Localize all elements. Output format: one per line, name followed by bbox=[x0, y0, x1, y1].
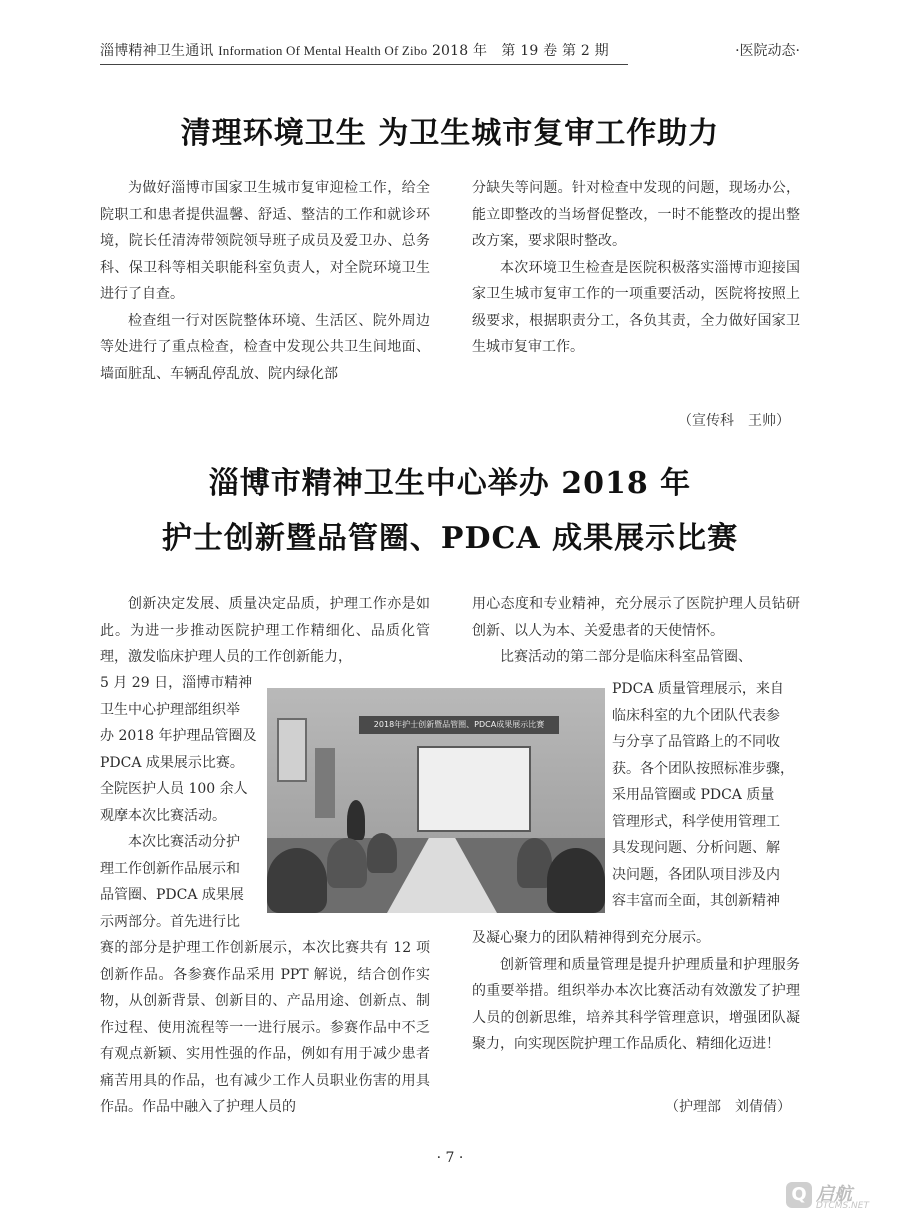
photo-door bbox=[315, 748, 335, 818]
text-line: PDCA 质量管理展示，来自 bbox=[612, 681, 784, 697]
article2-left-bottom bbox=[100, 935, 430, 1121]
article2-left-narrow bbox=[100, 670, 265, 935]
text-line: 本次比赛活动分护 bbox=[100, 834, 240, 850]
section-label: ·医院动态· bbox=[735, 43, 800, 59]
presenter-figure bbox=[347, 800, 365, 840]
article2-right-bottom bbox=[472, 925, 800, 1058]
text-line: 与分享了品管路上的不同收 bbox=[612, 734, 780, 750]
article1-signature: （宣传科 王帅） bbox=[678, 413, 790, 429]
audience-figure bbox=[327, 838, 367, 888]
article2-title-line2: 护士创新暨品管圈、PDCA 成果展示比赛 bbox=[161, 521, 739, 556]
article1-paragraph: 为做好淄博市国家卫生城市复审迎检工作，给全院职工和患者提供温馨、舒适、整洁的工作和就诊环境，院长任清涛带领院领导班子成员及爱卫办、总务科、保卫科等相关职能科室负责人，对全院环境卫生进行了自查。 bbox=[100, 180, 430, 302]
article2-paragraph: 用心态度和专业精神，充分展示了医院护理人员钻研创新、以人为本、关爱患者的天使情怀。 bbox=[472, 596, 800, 639]
article2-paragraph: 创新管理和质量管理是提升护理质量和护理服务的重要举措。组织举办本次比赛活动有效激发了护理人员的创新思维，培养其科学管理意识，增强团队凝聚力，向实现医院护理工作品质化、精细化迈进！ bbox=[472, 956, 800, 1052]
article1-left-column bbox=[100, 175, 430, 387]
text-line: 品管圈、PDCA 成果展 bbox=[100, 887, 244, 903]
text-line: 临床科室的九个团队代表参 bbox=[612, 707, 780, 724]
audience-figure bbox=[367, 833, 397, 873]
text-line: 采用品管圈或 PDCA 质量 bbox=[612, 787, 775, 803]
article2-right-top bbox=[472, 591, 800, 671]
article1-paragraph: 分缺失等问题。针对检查中发现的问题，现场办公，能立即整改的当场督促整改，一时不能整改的提出整改方案，要求限时整改。 bbox=[472, 180, 800, 249]
article1-title: 清理环境卫生 为卫生城市复审工作助力 bbox=[180, 116, 720, 151]
text-line: 卫生中心护理部组织举 bbox=[100, 701, 240, 718]
text-line: PDCA 成果展示比赛。 bbox=[100, 754, 244, 771]
text-line: 5 月 29 日，淄博市精神 bbox=[100, 675, 253, 691]
article1-right-column bbox=[472, 175, 800, 361]
text-line: 办 2018 年护理品管圈及 bbox=[100, 728, 257, 744]
article2-signature: （护理部 刘倩倩） bbox=[665, 1099, 791, 1115]
running-header bbox=[100, 40, 800, 66]
journal-name-cn: 淄博精神卫生通讯 bbox=[100, 43, 214, 59]
article2-paragraph: 赛的部分是护理工作创新展示，本次比赛共有 12 项创新作品。各参赛作品采用 PPT 解说，结合创作实物，从创新背景、创新目的、产品用途、创新点、制作过程、使用流程等一一进行展示。参赛作品中不乏有观点新颖、实用性强的作品，例如有用于减少患者痛苦用具的作品，也有减少工作人员职业伤害的用具作品。作品中融入了护理人员的 bbox=[100, 940, 430, 1115]
audience-figure bbox=[267, 848, 327, 913]
article2-title-line1: 淄博市精神卫生中心举办 2018 年 bbox=[208, 466, 692, 501]
text-line: 观摩本次比赛活动。 bbox=[100, 807, 226, 824]
text-line: 示两部分。首先进行比 bbox=[100, 913, 240, 930]
text-line: 获。各个团队按照标准步骤， bbox=[612, 760, 794, 777]
event-photo bbox=[267, 688, 605, 913]
journal-issue: 2018 年 第 19 卷 第 2 期 bbox=[431, 43, 609, 59]
journal-info bbox=[100, 40, 609, 60]
article2-paragraph: 及凝心聚力的团队精神得到充分展示。 bbox=[472, 930, 710, 946]
journal-name-en: Information Of Mental Health Of Zibo bbox=[218, 43, 428, 58]
text-line: 理工作创新作品展示和 bbox=[100, 860, 240, 877]
text-line: 管理形式，科学使用管理工 bbox=[612, 813, 780, 830]
article1-paragraph: 检查组一行对医院整体环境、生活区、院外周边等处进行了重点检查，检查中发现公共卫生间地面、墙面脏乱、车辆乱停乱放、院内绿化部 bbox=[100, 312, 430, 382]
logo-icon: Q bbox=[786, 1182, 812, 1208]
text-line: 决问题，各团队项目涉及内 bbox=[612, 866, 780, 883]
site-watermark bbox=[786, 1180, 886, 1214]
text-line: 全院医护人员 100 余人 bbox=[100, 781, 248, 797]
page-number: · 7 · bbox=[436, 1150, 464, 1166]
article1-paragraph: 本次环境卫生检查是医院积极落实淄博市迎接国家卫生城市复审工作的一项重要活动，医院将按照上级要求，根据职责分工，各负其责，全力做好国家卫生城市复审工作。 bbox=[472, 259, 800, 355]
article2-left-top bbox=[100, 591, 430, 671]
watermark-name: 启航 bbox=[816, 1184, 852, 1205]
audience-figure bbox=[547, 848, 605, 913]
photo-banner: 2018年护士创新暨品管圈、PDCA成果展示比赛 bbox=[359, 716, 559, 734]
projector-screen bbox=[417, 746, 531, 832]
text-line: 具发现问题、分析问题、解 bbox=[612, 840, 780, 856]
header-divider bbox=[100, 64, 628, 65]
text-line: 容丰富而全面，其创新精神 bbox=[612, 893, 780, 909]
article2-paragraph: 创新决定发展、质量决定品质，护理工作亦是如此。为进一步推动医院护理工作精细化、品质化管理，激发临床护理人员的工作创新能力， bbox=[100, 596, 430, 665]
article2-right-narrow bbox=[612, 676, 802, 915]
photo-window bbox=[277, 718, 307, 782]
article2-paragraph: 比赛活动的第二部分是临床科室品管圈、 bbox=[500, 649, 752, 665]
watermark-site: DTCMS.NET bbox=[816, 1201, 869, 1211]
